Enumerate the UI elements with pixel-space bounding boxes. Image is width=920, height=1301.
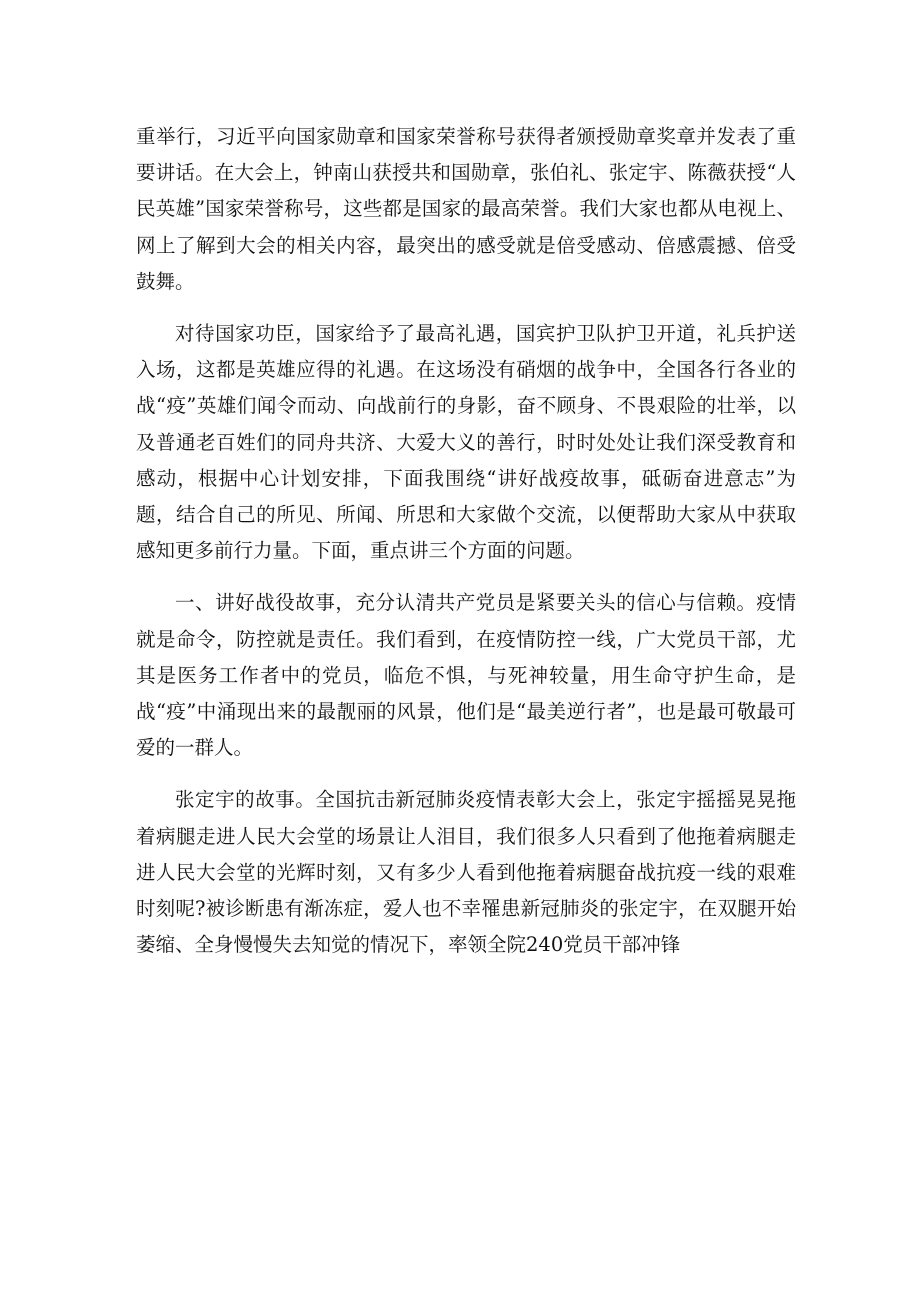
paragraph-1: 重举行，习近平向国家勋章和国家荣誉称号获得者颁授勋章奖章并发表了重要讲话。在大会上，钟南山获授共和国勋章，张伯礼、张定宇、陈薇获授“人民英雄”国家荣誉称号，这些都是国家的最高荣誉。我们大家也都从电视上、网上了解到大会的相关内容，最突出的感受就是倍受感动、倍感震撼、倍受鼓舞。 (136, 125, 796, 293)
paragraph-3: 一、讲好战役故事，充分认清共产党员是紧要关头的信心与信赖。疫情就是命令，防控就是责任。我们看到，在疫情防控一线，广大党员干部，尤其是医务工作者中的党员，临危不惧，与死神较量，用生命守护生命，是战“疫”中涌现出来的最靓丽的风景，他们是“最美逆行者”，也是最可敬最可爱的一群人。 (136, 591, 796, 760)
document-body (136, 119, 796, 979)
paragraph-4: 张定宇的故事。全国抗击新冠肺炎疫情表彰大会上，张定宇摇摇晃晃拖着病腿走进人民大会堂的场景让人泪目，我们很多人只看到了他拖着病腿走进人民大会堂的光辉时刻，又有多少人看到他拖着病腿奋战抗疫一线的艰难时刻呢?被诊断患有渐冻症，爱人也不幸罹患新冠肺炎的张定宇，在双腿开始萎缩、全身慢慢失去知觉的情况下，率领全院240党员干部冲锋 (136, 788, 796, 957)
paragraph-2: 对待国家功臣，国家给予了最高礼遇，国宾护卫队护卫开道，礼兵护送入场，这都是英雄应得的礼遇。在这场没有硝烟的战争中，全国各行各业的战“疫”英雄们闻令而动、向战前行的身影，奋不顾身、不畏艰险的壮举，以及普通老百姓们的同舟共济、大爱大义的善行，时时处处让我们深受教育和感动，根据中心计划安排，下面我围绕“讲好战疫故事，砥砺奋进意志”为题，结合自己的所见、所闻、所思和大家做个交流，以便帮助大家从中获取感知更多前行力量。下面，重点讲三个方面的问题。 (136, 322, 796, 563)
